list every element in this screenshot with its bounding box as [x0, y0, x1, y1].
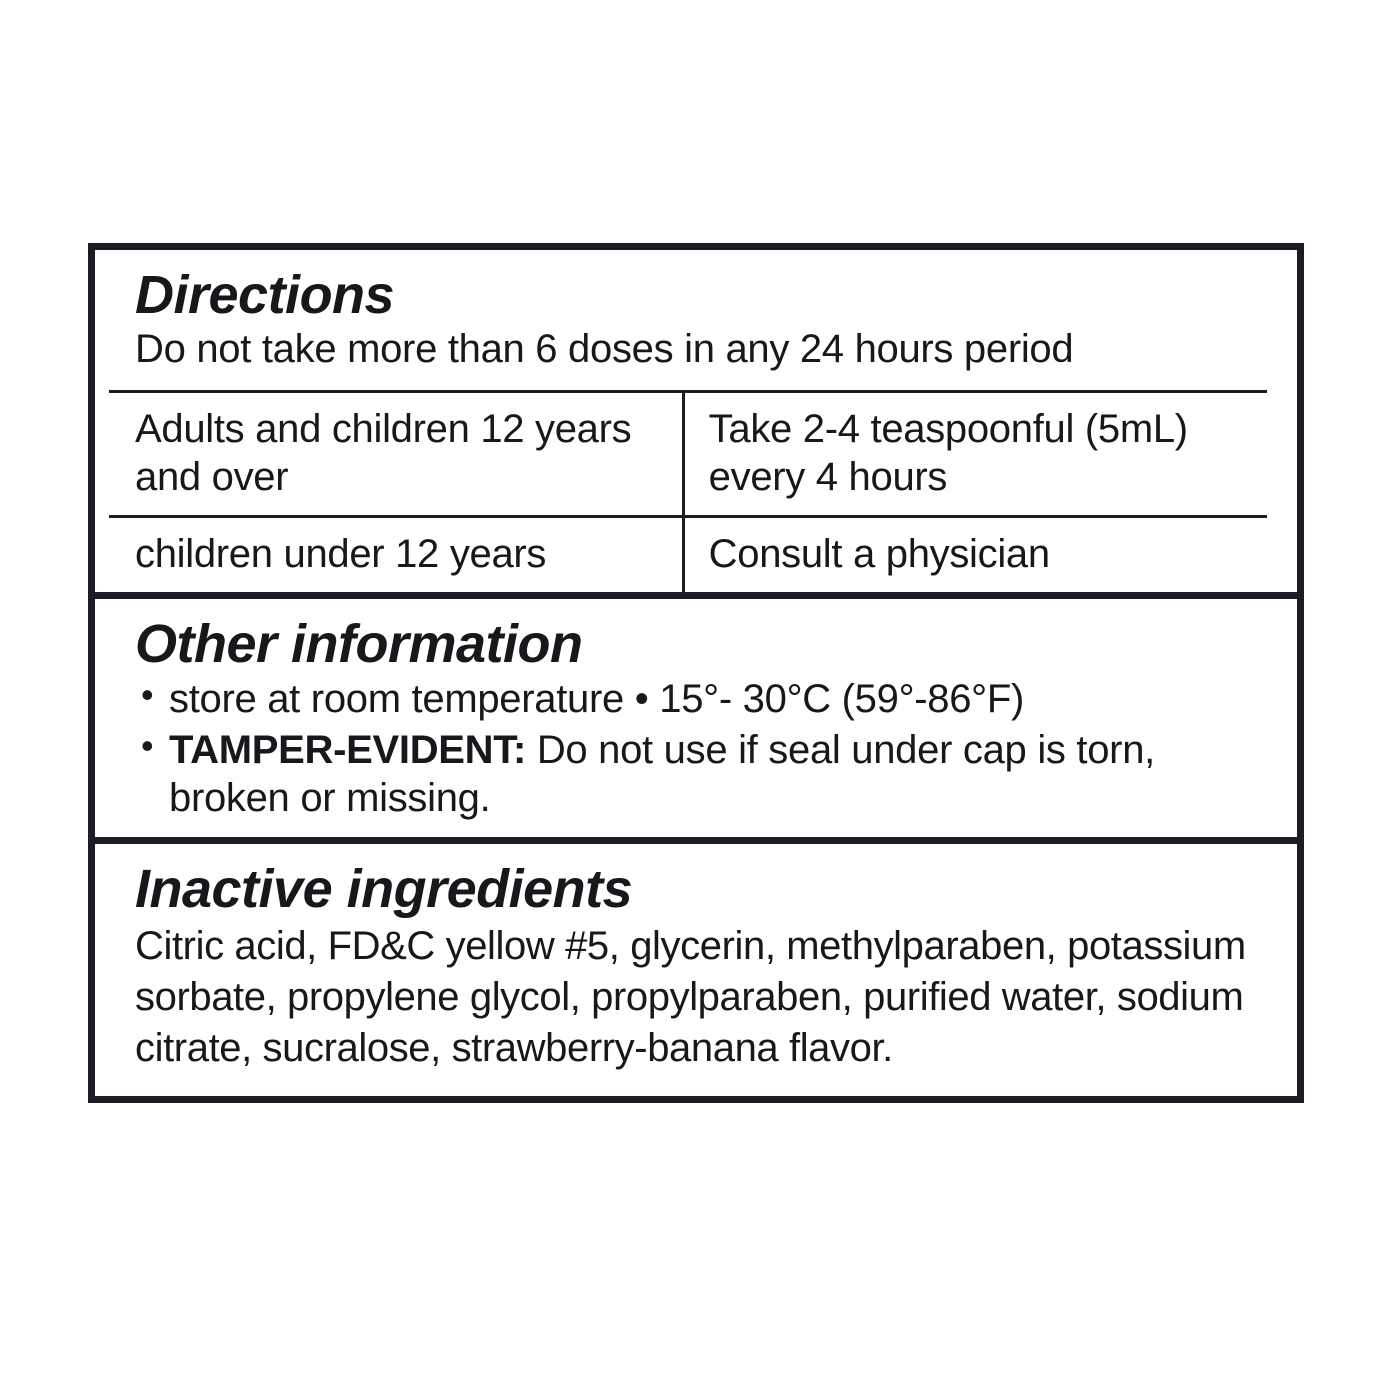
dose-instruction: Consult a physician [683, 516, 1267, 592]
tamper-evident-label: TAMPER-EVIDENT: [169, 727, 526, 772]
other-information-list [135, 675, 1267, 823]
list-item [135, 726, 1267, 824]
tamper-evident-text: Do not use if seal under cap is torn, broken or missing. [169, 727, 1155, 821]
dose-population: Adults and children 12 years and over [109, 391, 683, 516]
table-row [109, 391, 1267, 516]
inactive-ingredients-section [95, 837, 1297, 1096]
dose-instruction: Take 2-4 teaspoonful (5mL) every 4 hours [683, 391, 1267, 516]
other-information-block [95, 599, 1297, 838]
directions-section [95, 250, 1297, 592]
list-item [135, 675, 1267, 724]
table-row [109, 516, 1267, 592]
drug-facts-panel [88, 243, 1304, 1103]
dosage-table [109, 390, 1267, 592]
dose-population: children under 12 years [109, 516, 683, 592]
other-information-section [95, 592, 1297, 838]
directions-subline: Do not take more than 6 doses in any 24 hours period [135, 327, 1074, 372]
other-information-heading: Other information [135, 613, 583, 674]
other-info-text: store at room temperature • 15°- 30°C (59°-86°F) [169, 676, 1025, 721]
directions-heading: Directions [135, 265, 395, 325]
directions-header-block [95, 250, 1297, 390]
inactive-ingredients-text: Citric acid, FD&C yellow #5, glycerin, methylparaben, potassium sorbate, propylene glycol, propylparaben, purified water, sodium citrate, sucralose, strawberry-banana flavor. [135, 923, 1246, 1070]
dosage-table-wrapper [95, 390, 1297, 592]
inactive-ingredients-block [95, 844, 1297, 1096]
inactive-ingredients-heading: Inactive ingredients [135, 859, 633, 920]
